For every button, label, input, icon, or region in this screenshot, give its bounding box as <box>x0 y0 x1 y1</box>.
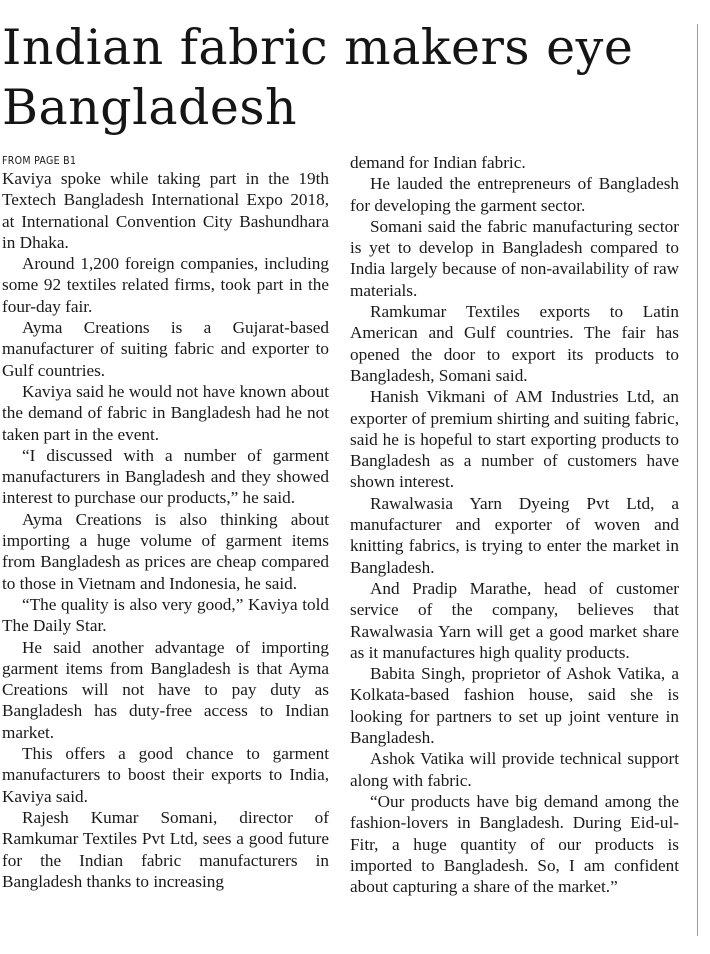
paragraph: Ayma Creations is also thinking about importing a huge volume of garment items from Bangladesh as prices are cheap compared to those in Vietnam and Indonesia, he said. <box>2 509 329 593</box>
headline: Indian fabric makers eye Bangladesh <box>2 19 634 136</box>
paragraph: Rajesh Kumar Somani, director of Ramkumar Textiles Pvt Ltd, sees a good future for the Indian fabric manufacturers in Bangladesh thanks to increasing <box>2 807 329 891</box>
paragraph: Ashok Vatika will provide technical support along with fabric. <box>350 749 679 790</box>
paragraph: Ramkumar Textiles exports to Latin American and Gulf countries. The fair has opened the door to export its products to Bangladesh, Somani said. <box>350 302 679 385</box>
paragraph: “Our products have big demand among the fashion-lovers in Bangladesh. During Eid-ul-Fitr, a huge quantity of our products is imported to Bangladesh. So, I am confident about capturing a share of the market.” <box>350 791 679 897</box>
paragraph: “The quality is also very good,” Kaviya told The Daily Star. <box>2 594 329 636</box>
paragraph: Kaviya said he would not have known about the demand of fabric in Bangladesh had he not taken part in the event. <box>2 381 329 444</box>
paragraph: Around 1,200 foreign companies, including some 92 textiles related firms, took part in the four-day fair. <box>2 254 329 316</box>
paragraph: Rawalwasia Yarn Dyeing Pvt Ltd, a manufacturer and exporter of woven and knitting fabrics, is trying to enter the market in Bangladesh. <box>350 493 679 577</box>
paragraph: Kaviya spoke while taking part in the 19th Textech Bangladesh International Expo 2018, at International Convention City Bashundhara in Dhaka. <box>2 169 329 252</box>
paragraph: Hanish Vikmani of AM Industries Ltd, an exporter of premium shirting and suiting fabric, said he is hopeful to start exporting products to Bangladesh as a number of customers have shown interest. <box>350 387 679 492</box>
paragraph: He said another advantage of importing garment items from Bangladesh is that Ayma Creations will not have to pay duty as Bangladesh has duty-free access to Indian market. <box>2 637 329 742</box>
paragraph: Babita Singh, proprietor of Ashok Vatika, a Kolkata-based fashion house, said she is looking for partners to set up joint venture in Bangladesh. <box>350 664 679 748</box>
paragraph: Ayma Creations is a Gujarat-based manufacturer of suiting fabric and exporter to Gulf countries. <box>2 318 329 380</box>
left-column <box>2 152 329 892</box>
paragraph: He lauded the entrepreneurs of Bangladesh for developing the garment sector. <box>350 174 679 215</box>
jump-line: FROM PAGE B1 <box>2 155 77 167</box>
column-rule <box>697 24 698 936</box>
paragraph-continuation: demand for Indian fabric. <box>350 153 526 172</box>
paragraph: Somani said the fabric manufacturing sector is yet to develop in Bangladesh compared to India largely because of non-availability of raw materials. <box>350 216 679 300</box>
paragraph: This offers a good chance to garment manufacturers to boost their exports to India, Kaviya said. <box>2 744 329 806</box>
paragraph: And Pradip Marathe, head of customer service of the company, believes that Rawalwasia Yarn will get a good market share as it manufactures high quality products. <box>350 578 679 662</box>
right-column <box>350 152 679 897</box>
paragraph: “I discussed with a number of garment manufacturers in Bangladesh and they showed interest to purchase our products,” he said. <box>2 445 329 508</box>
